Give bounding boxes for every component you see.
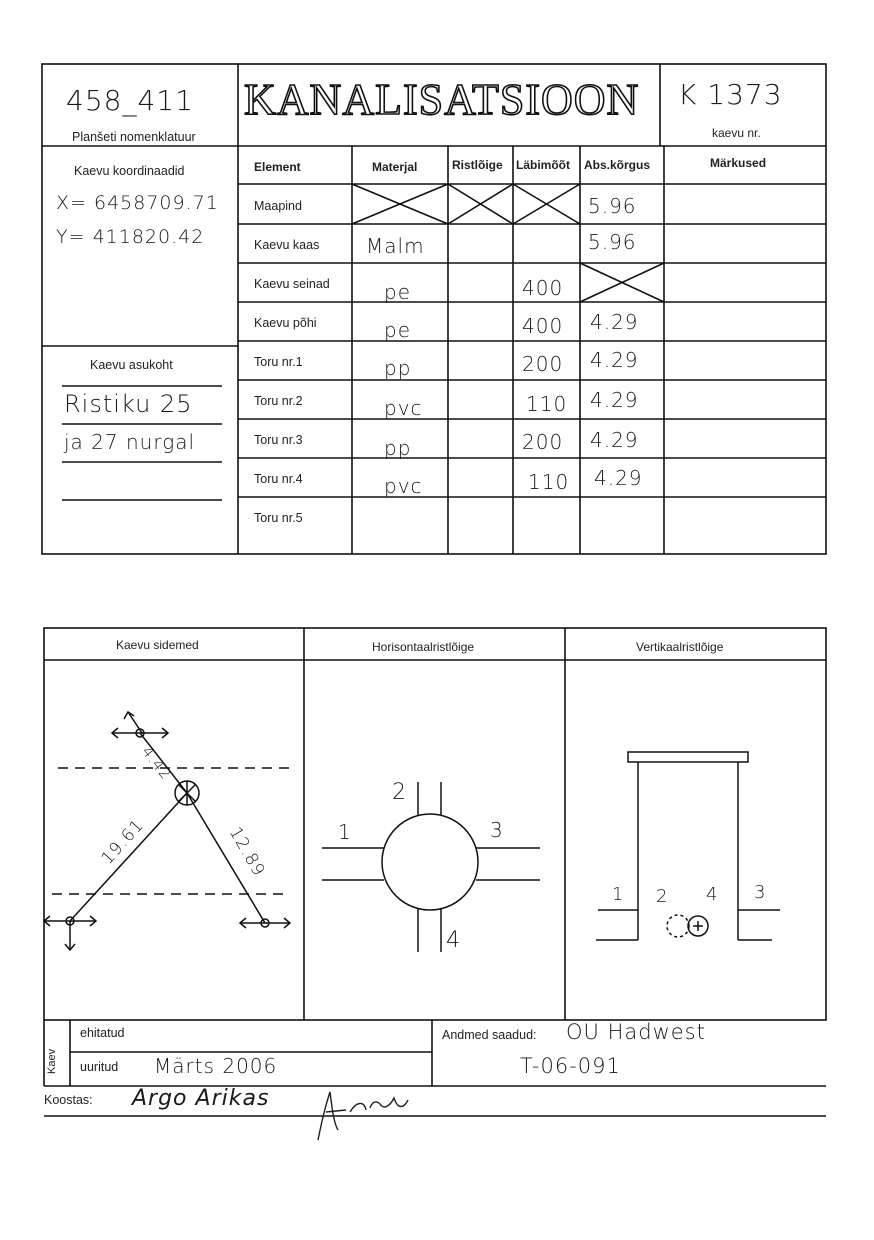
location-line-2: ja 27 nurgal <box>64 430 196 454</box>
author-value: Argo Arikas <box>132 1086 270 1111</box>
tie-distance: 19.61 <box>97 815 149 869</box>
row-element: Toru nr.1 <box>254 355 303 369</box>
row-diameter: 200 <box>522 430 564 454</box>
location-label: Kaevu asukoht <box>90 358 173 372</box>
pipe-number: 2 <box>656 886 669 907</box>
horizontal-title: Horisontaalristlõige <box>372 640 475 654</box>
row-height: 4.29 <box>590 388 639 412</box>
ties-title: Kaevu sidemed <box>116 638 199 652</box>
row-height: 4.29 <box>590 348 639 372</box>
page-title: KANALISATSIOON <box>244 75 640 124</box>
nomenclature-value: 458_411 <box>66 84 194 117</box>
coordinate-x: X= 6458709.71 <box>56 192 219 214</box>
well-number-label: kaevu nr. <box>712 126 761 140</box>
header-material: Materjal <box>372 160 418 174</box>
pipe-number: 1 <box>338 820 352 844</box>
row-material: pp <box>384 436 412 460</box>
header-notes: Märkused <box>710 156 767 170</box>
row-material: pvc <box>384 396 423 420</box>
location-line-1: Ristiku 25 <box>64 390 193 418</box>
row-material: pp <box>384 356 412 380</box>
header-abs-height: Abs.kõrgus <box>584 158 651 172</box>
row-height: 4.29 <box>594 466 643 490</box>
header-cross-section: Ristlõige <box>452 158 503 172</box>
row-element: Kaevu seinad <box>254 277 330 291</box>
row-diameter: 400 <box>522 276 564 300</box>
ties-diagram <box>44 712 290 950</box>
vertical-title: Vertikaalristlõige <box>636 640 724 654</box>
pipe-number: 3 <box>754 882 767 903</box>
row-diameter: 110 <box>528 470 570 494</box>
tie-distance: 12.89 <box>224 823 269 881</box>
row-material: Malm <box>366 234 425 258</box>
pipe-number: 1 <box>612 884 625 905</box>
row-material: pe <box>384 280 411 304</box>
row-height: 5.96 <box>588 194 637 218</box>
row-diameter: 200 <box>522 352 564 376</box>
row-material: pe <box>384 318 411 342</box>
header-element: Element <box>254 160 301 174</box>
author-label: Koostas: <box>44 1093 93 1107</box>
row-height: 4.29 <box>590 310 639 334</box>
pipe-number: 2 <box>392 780 407 805</box>
vertical-section <box>596 752 780 940</box>
row-element: Maapind <box>254 199 302 213</box>
row-height: 5.96 <box>588 230 637 254</box>
row-height: 4.29 <box>590 428 639 452</box>
header-diameter: Läbimõõt <box>516 158 570 172</box>
coordinates-label: Kaevu koordinaadid <box>74 164 185 178</box>
tie-distance: 4.42 <box>138 742 176 784</box>
data-source-label: Andmed saadud: <box>442 1028 537 1042</box>
row-diameter: 400 <box>522 314 564 338</box>
row-element: Kaevu põhi <box>254 316 317 330</box>
horizontal-section <box>322 782 540 952</box>
row-element: Toru nr.3 <box>254 433 303 447</box>
surveyed-label: uuritud <box>80 1060 119 1074</box>
nomenclature-label: Planšeti nomenklatuur <box>72 130 196 144</box>
surveyed-value: Märts 2006 <box>154 1054 278 1078</box>
row-material: pvc <box>384 474 423 498</box>
data-source-code: T-06-091 <box>520 1054 621 1078</box>
row-diameter: 110 <box>526 392 568 416</box>
row-element: Toru nr.5 <box>254 511 303 525</box>
coordinate-y: Y= 411820.42 <box>56 226 205 248</box>
pipe-number: 4 <box>446 928 461 953</box>
well-number-value: K 1373 <box>678 78 783 111</box>
row-element: Kaevu kaas <box>254 238 320 252</box>
pipe-number: 4 <box>706 884 719 905</box>
side-label: Kaev <box>46 1048 58 1074</box>
data-source-value: OÜ Hadwest <box>566 1020 706 1044</box>
pipe-number: 3 <box>490 818 504 842</box>
row-element: Toru nr.4 <box>254 472 303 486</box>
built-label: ehitatud <box>80 1026 125 1040</box>
row-element: Toru nr.2 <box>254 394 303 408</box>
